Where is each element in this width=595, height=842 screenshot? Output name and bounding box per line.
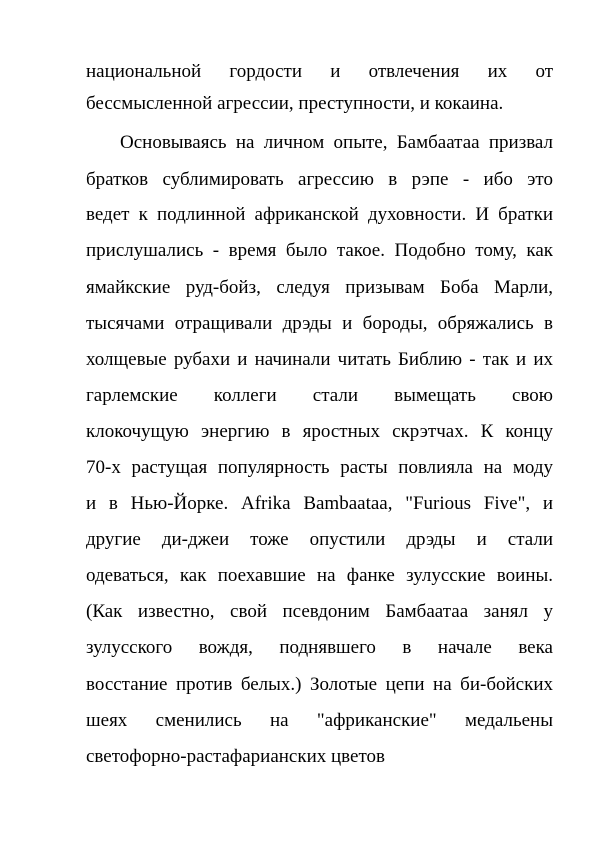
text-line: 70-х растущая популярность расты повлияла на моду	[86, 457, 553, 478]
text-line: бессмысленной агрессии, преступности, и кокаина.	[86, 93, 504, 114]
text-line: другие ди-джеи тоже опустили дрэды и стали	[86, 529, 553, 550]
text-line: холщевые рубахи и начинали читать Библию - так и их	[86, 349, 553, 370]
text-line: и в Нью-Йорке. Afrika Bambaataa, "Furious Five", и	[86, 493, 553, 514]
text-line: тысячами отращивали дрэды и бороды, обряжались в	[86, 313, 553, 334]
text-line: шеях сменились на "африканские" медальены	[86, 710, 553, 731]
text-line: (Как известно, свой псевдоним Бамбаатаа занял у	[86, 601, 553, 622]
text-line: гарлемские коллеги стали вымещать свою	[86, 385, 553, 406]
text-line: клокочущую энергию в яростных скрэтчах. К концу	[86, 421, 553, 442]
text-line: зулусского вождя, поднявшего в начале века	[86, 637, 553, 658]
text-line: одеваться, как поехавшие на фанке зулусские воины.	[86, 565, 553, 586]
paragraph-first-line: Основываясь на личном опыте, Бамбаатаа призвал	[120, 132, 553, 153]
text-line: ямайкские руд-бойз, следуя призывам Боба Марли,	[86, 277, 553, 298]
text-line: национальной гордости и отвлечения их от	[86, 61, 553, 82]
text-line: светофорно-растафарианских цветов	[86, 746, 385, 767]
text-line: восстание против белых.) Золотые цепи на би-бойских	[86, 674, 553, 695]
text-line: братков сублимировать агрессию в рэпе - ибо это	[86, 169, 553, 190]
text-line: прислушались - время было такое. Подобно тому, как	[86, 240, 553, 261]
text-line: ведет к подлинной африканской духовности. И братки	[86, 204, 553, 225]
